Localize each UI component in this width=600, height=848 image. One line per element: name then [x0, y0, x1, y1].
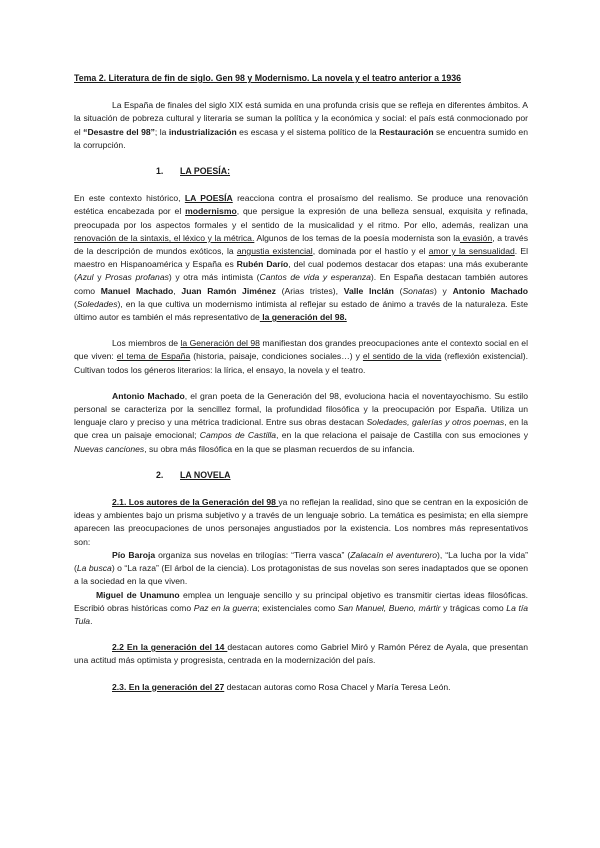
document-title: Tema 2. Literatura de fin de siglo. Gen 98 y Modernismo. La novela y el teatro anterior a 1936 [74, 73, 462, 83]
author-name: Valle Inclán [343, 285, 394, 296]
section-label: LA POESÍA: [180, 166, 231, 177]
work-title: Campos de Castilla [199, 430, 277, 441]
amor-term: amor y la sensualidad [428, 246, 515, 257]
miembros-text: manifiestan dos grandes preocupaciones ante el contexto social en el que viven: [74, 338, 528, 362]
miembros-text: Los miembros de [112, 338, 181, 349]
espana-term: el tema de España [116, 351, 191, 362]
work-title: Prosas profanas [105, 272, 169, 283]
work-title: Zalacaín el aventurero [350, 549, 438, 560]
novela-text: destacan autoras como Rosa Chacel y María Teresa León. [224, 681, 451, 692]
work-title: Nuevas canciones [74, 443, 145, 454]
section-heading-poesia [74, 165, 528, 178]
evasion-term: evasión [459, 232, 493, 243]
poesia-text: , a través de la descripción de mundos exóticos, la [74, 232, 528, 257]
section-number: 2. [156, 469, 164, 480]
novela-gen98-paragraph [74, 496, 528, 549]
section-label: LA NOVELA [180, 469, 231, 480]
machado-paragraph [74, 390, 528, 456]
intro-restauracion: Restauración [379, 126, 434, 137]
subsection-heading: 2.3. En la generación del 27 [112, 681, 225, 692]
unamuno-text: emplea un lenguaje sencillo y su principal objetivo es transmitir ciertas ideas filosóficas. Escribió obras históricas como [74, 589, 529, 613]
poesia-text: ( [74, 298, 77, 309]
work-title: La busca [76, 563, 112, 574]
baroja-text: ), “La lucha por la vida” ( [74, 549, 529, 574]
poesia-text: (Arias tristes), [275, 285, 344, 296]
poesia-text: , dominada por el hastío y el [312, 246, 429, 257]
author-name: Antonio Machado [452, 285, 528, 296]
intro-industrializacion: industrialización [168, 126, 237, 137]
poesia-text: y [93, 272, 106, 283]
poesia-term: LA POESÍA [184, 193, 233, 204]
gen98-term: la Generación del 98 [180, 338, 260, 349]
author-name: Antonio Machado [112, 390, 185, 401]
work-title: Soledades, galerías y otros poemas [366, 417, 505, 428]
novela-gen27-paragraph [74, 681, 528, 694]
section-heading-novela [74, 469, 528, 482]
intro-text-4: se encuentra sumido en la corrupción. [74, 126, 528, 150]
machado-text: , el gran poeta de la Generación del 98, evoluciona hacia el noventayochismo. Su estilo personal se caracteriza por la sencillez formal, la profundidad filosófica y la preocupación por España. Utiliza un lenguaje claro y preciso y una métrica tradicional. Entre sus obras destacan [74, 390, 528, 428]
subsection-heading: 2.1. Los autores de la Generación del 98 [112, 497, 279, 508]
machado-text: , en la que crea un paisaje emocional; [74, 417, 528, 441]
intro-desastre: “Desastre del 98” [83, 126, 155, 137]
intro-paragraph [74, 99, 528, 152]
subsection-heading: 2.2 En la generación del 14 [112, 642, 228, 653]
work-title: Soledades [76, 298, 118, 309]
work-title: Cantos de vida y esperanza [259, 272, 371, 283]
gen98-term: la generación del 98. [259, 312, 347, 323]
unamuno-paragraph [74, 589, 528, 629]
work-title: Sonatas [402, 285, 434, 296]
miembros-text: (reflexión existencial). Cultivan todos los géneros literarios: la lírica, el ensayo, la novela y el teatro. [74, 351, 528, 375]
novela-text: ya no reflejan la realidad, sino que se centran en la exposición de ideas y ambientes bajo un prisma subjetivo y a través de un lenguaje sobrio. La temática es pesimista; en ella siempre aparecen las preocupaciones de unos personajes angustiados por la existencia. Los nombres más representativos son: [74, 497, 528, 547]
work-title: Paz en la guerra [193, 602, 258, 613]
angustia-term: angustia existencial [236, 246, 313, 257]
poesia-text: En este contexto histórico, [74, 193, 185, 204]
author-name: Juan Ramón Jiménez [181, 285, 276, 296]
intro-text-1: La España de finales del siglo XIX está sumida en una profunda crisis que se refleja en diferentes ámbitos. A la situación de pobreza cultural y literaria se suman la política y la económica y social: el país está conmocionado por el [74, 100, 528, 137]
poesia-text: Algunos de los temas de la poesía modernista son la [254, 232, 460, 243]
poesia-text: , del cual podemos destacar dos etapas: una más exuberante ( [74, 259, 529, 283]
unamuno-text: ; existenciales como [257, 602, 338, 613]
poesia-text: ) y otra más intimista ( [168, 272, 260, 283]
novela-text: destacan autores como Gabriel Miró y Ramón Pérez de Ayala, que presentan una actitud más optimista y progresista, centrada en la modernización del país. [74, 642, 528, 666]
work-title: La tía Tula [74, 602, 528, 626]
work-title: San Manuel, Bueno, mártir [337, 602, 441, 613]
unamuno-text: y trágicas como [440, 602, 507, 613]
machado-text: , su obra más filosófica en la que se plasman recuerdos de su infancia. [144, 443, 415, 454]
intro-text-2: ; la [154, 126, 169, 137]
unamuno-text: . [90, 615, 93, 626]
miembros-paragraph [74, 337, 528, 377]
poesia-text: . El maestro en Hispanoamérica y España es [74, 246, 528, 270]
poesia-text: , [173, 285, 182, 296]
baroja-text: ) o “La raza” (El árbol de la ciencia). Los protagonistas de sus novelas son seres inadaptados que se oponen a la sociedad en la que viven. [74, 563, 528, 587]
author-name: Pío Baroja [112, 549, 156, 560]
baroja-text: organiza sus novelas en trilogías: “Tierra vasca” ( [155, 549, 351, 560]
poesia-paragraph [74, 192, 528, 324]
work-title: Azul [76, 272, 94, 283]
machado-text: , en la que relaciona el paisaje de Castilla con sus emociones y [276, 430, 528, 441]
dario-name: Rubén Darío [236, 259, 289, 270]
miembros-text: (historia, paisaje, condiciones sociales…) y [190, 351, 363, 362]
modernismo-term: modernismo [185, 206, 237, 217]
renovacion-term: renovación de la sintaxis, el léxico y la métrica. [74, 232, 255, 243]
poesia-text: reacciona contra el prosaísmo del realismo. Se produce una renovación estética encabezada por el [74, 193, 529, 217]
author-name: Manuel Machado [100, 285, 174, 296]
poesia-text: ) y [433, 285, 453, 296]
poesia-text: ( [393, 285, 403, 296]
author-name: Miguel de Unamuno [96, 589, 180, 600]
poesia-text: , que persigue la expresión de una belleza sensual, exquisita y refinada, preocupada por los aspectos formales y el sentido de la musicalidad y el ritmo. Por ello, además, realizan una [74, 206, 529, 230]
intro-text-3: es escasa y el sistema político de la [236, 126, 380, 137]
poesia-text: ). En España destacan también autores como [74, 272, 528, 296]
poesia-text: ), en la que cultiva un modernismo intimista al reflejar su estado de ánimo a través de la naturaleza. Este último autor es también el más representativo de [74, 298, 528, 323]
section-number: 1. [156, 166, 164, 177]
novela-gen14-paragraph [74, 641, 528, 667]
sentido-term: el sentido de la vida [362, 351, 442, 362]
baroja-paragraph [74, 549, 528, 589]
